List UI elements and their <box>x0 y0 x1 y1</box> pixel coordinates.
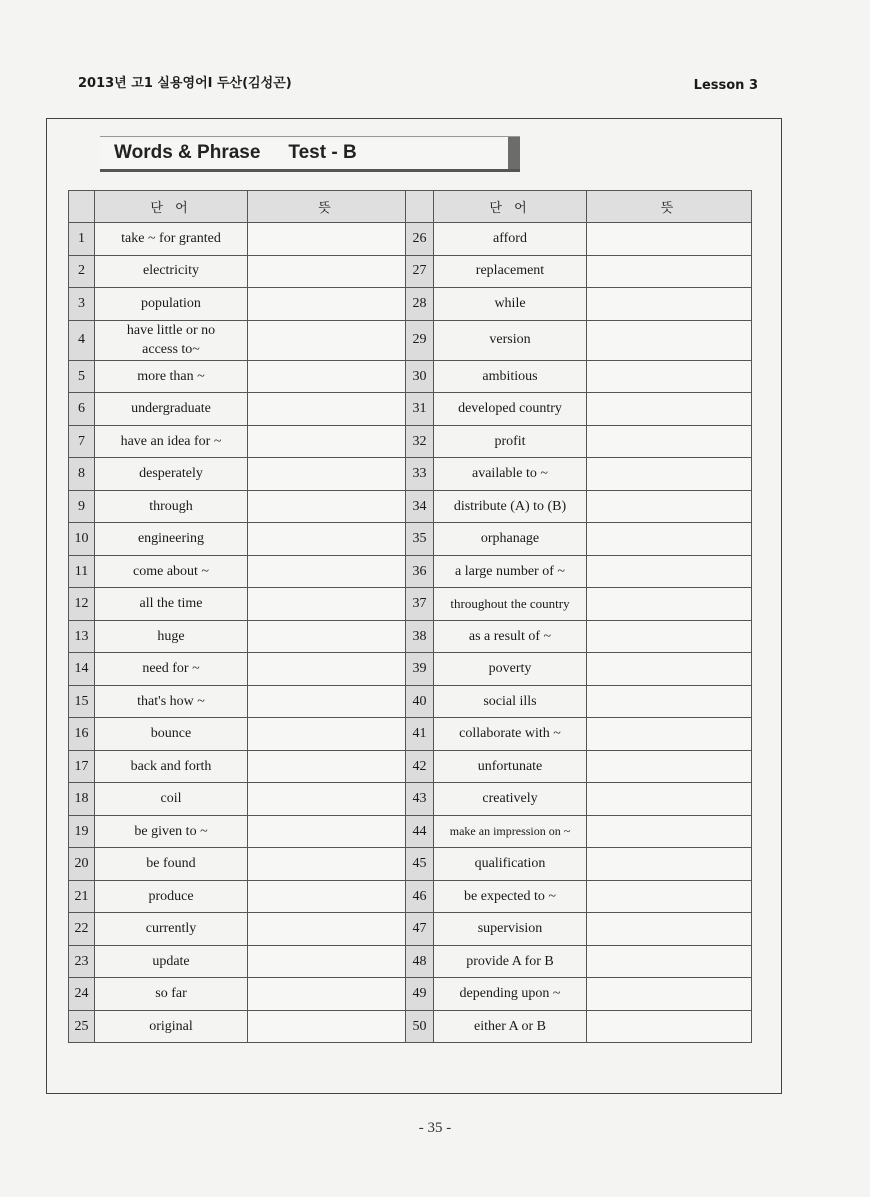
right-vocab-word: profit <box>434 425 587 458</box>
left-vocab-word: produce <box>95 880 248 913</box>
meaning-header-left: 뜻 <box>248 191 406 223</box>
test-title-left: Words & Phrase <box>114 142 261 163</box>
table-row <box>69 653 752 686</box>
table-row <box>69 1010 752 1043</box>
right-meaning-blank[interactable] <box>587 288 752 321</box>
table-row <box>69 288 752 321</box>
right-meaning-blank[interactable] <box>587 750 752 783</box>
right-item-number: 42 <box>406 750 434 783</box>
table-row <box>69 393 752 426</box>
left-meaning-blank[interactable] <box>248 783 406 816</box>
left-meaning-blank[interactable] <box>248 848 406 881</box>
right-meaning-blank[interactable] <box>587 718 752 751</box>
left-meaning-blank[interactable] <box>248 555 406 588</box>
left-item-number: 24 <box>69 978 95 1011</box>
table-row <box>69 320 752 360</box>
table-row <box>69 718 752 751</box>
left-vocab-word: desperately <box>95 458 248 491</box>
right-vocab-word: provide A for B <box>434 945 587 978</box>
right-item-number: 32 <box>406 425 434 458</box>
right-item-number: 43 <box>406 783 434 816</box>
right-meaning-blank[interactable] <box>587 555 752 588</box>
right-vocab-word: afford <box>434 223 587 256</box>
left-vocab-word: that's how ~ <box>95 685 248 718</box>
right-item-number: 31 <box>406 393 434 426</box>
course-title: 2013년 고1 실용영어I 두산(김성곤) <box>78 76 292 91</box>
left-item-number: 13 <box>69 620 95 653</box>
table-body <box>69 223 752 1043</box>
table-row <box>69 255 752 288</box>
left-meaning-blank[interactable] <box>248 750 406 783</box>
right-vocab-word: either A or B <box>434 1010 587 1043</box>
right-vocab-word: as a result of ~ <box>434 620 587 653</box>
right-vocab-word: a large number of ~ <box>434 555 587 588</box>
left-vocab-word: back and forth <box>95 750 248 783</box>
left-item-number: 4 <box>69 320 95 360</box>
right-item-number: 36 <box>406 555 434 588</box>
left-meaning-blank[interactable] <box>248 815 406 848</box>
left-meaning-blank[interactable] <box>248 223 406 256</box>
table-row <box>69 620 752 653</box>
right-item-number: 48 <box>406 945 434 978</box>
right-item-number: 30 <box>406 360 434 393</box>
right-item-number: 38 <box>406 620 434 653</box>
right-meaning-blank[interactable] <box>587 978 752 1011</box>
left-item-number: 1 <box>69 223 95 256</box>
right-item-number: 40 <box>406 685 434 718</box>
table-row <box>69 815 752 848</box>
left-item-number: 5 <box>69 360 95 393</box>
right-item-number: 41 <box>406 718 434 751</box>
num-header-left <box>69 191 95 223</box>
right-vocab-word: poverty <box>434 653 587 686</box>
right-vocab-word: version <box>434 320 587 360</box>
left-meaning-blank[interactable] <box>248 978 406 1011</box>
right-meaning-blank[interactable] <box>587 320 752 360</box>
left-vocab-word: more than ~ <box>95 360 248 393</box>
test-title <box>114 142 357 164</box>
left-meaning-blank[interactable] <box>248 458 406 491</box>
left-vocab-word: need for ~ <box>95 653 248 686</box>
right-item-number: 37 <box>406 588 434 621</box>
right-meaning-blank[interactable] <box>587 913 752 946</box>
right-meaning-blank[interactable] <box>587 653 752 686</box>
left-item-number: 20 <box>69 848 95 881</box>
left-item-number: 2 <box>69 255 95 288</box>
right-item-number: 26 <box>406 223 434 256</box>
left-meaning-blank[interactable] <box>248 523 406 556</box>
right-vocab-word: collaborate with ~ <box>434 718 587 751</box>
left-item-number: 11 <box>69 555 95 588</box>
right-vocab-word: available to ~ <box>434 458 587 491</box>
left-item-number: 8 <box>69 458 95 491</box>
left-vocab-word: have an idea for ~ <box>95 425 248 458</box>
left-item-number: 7 <box>69 425 95 458</box>
lesson-label: Lesson 3 <box>693 78 758 93</box>
left-vocab-word: original <box>95 1010 248 1043</box>
right-vocab-word: developed country <box>434 393 587 426</box>
right-vocab-word: depending upon ~ <box>434 978 587 1011</box>
right-vocab-word: distribute (A) to (B) <box>434 490 587 523</box>
left-vocab-word: population <box>95 288 248 321</box>
left-meaning-blank[interactable] <box>248 653 406 686</box>
left-vocab-word: through <box>95 490 248 523</box>
left-item-number: 16 <box>69 718 95 751</box>
left-item-number: 23 <box>69 945 95 978</box>
left-meaning-blank[interactable] <box>248 913 406 946</box>
right-meaning-blank[interactable] <box>587 1010 752 1043</box>
left-meaning-blank[interactable] <box>248 425 406 458</box>
right-meaning-blank[interactable] <box>587 360 752 393</box>
right-meaning-blank[interactable] <box>587 458 752 491</box>
table-row <box>69 848 752 881</box>
left-vocab-word: engineering <box>95 523 248 556</box>
right-item-number: 45 <box>406 848 434 881</box>
right-item-number: 44 <box>406 815 434 848</box>
right-vocab-word: make an impression on ~ <box>434 815 587 848</box>
left-meaning-blank[interactable] <box>248 490 406 523</box>
left-vocab-word: be found <box>95 848 248 881</box>
left-item-number: 17 <box>69 750 95 783</box>
left-item-number: 3 <box>69 288 95 321</box>
right-meaning-blank[interactable] <box>587 848 752 881</box>
right-meaning-blank[interactable] <box>587 815 752 848</box>
table-row <box>69 425 752 458</box>
right-item-number: 47 <box>406 913 434 946</box>
right-vocab-word: throughout the country <box>434 588 587 621</box>
right-item-number: 46 <box>406 880 434 913</box>
left-vocab-word: bounce <box>95 718 248 751</box>
right-meaning-blank[interactable] <box>587 255 752 288</box>
left-vocab-word: currently <box>95 913 248 946</box>
right-item-number: 50 <box>406 1010 434 1043</box>
table-row <box>69 555 752 588</box>
right-item-number: 27 <box>406 255 434 288</box>
right-item-number: 33 <box>406 458 434 491</box>
right-meaning-blank[interactable] <box>587 945 752 978</box>
left-vocab-word: take ~ for granted <box>95 223 248 256</box>
right-meaning-blank[interactable] <box>587 393 752 426</box>
left-vocab-word: have little or no access to~ <box>95 320 248 360</box>
left-meaning-blank[interactable] <box>248 620 406 653</box>
title-accent-bar <box>508 137 520 169</box>
right-item-number: 35 <box>406 523 434 556</box>
right-item-number: 39 <box>406 653 434 686</box>
left-vocab-word: undergraduate <box>95 393 248 426</box>
table-row <box>69 458 752 491</box>
left-vocab-word: electricity <box>95 255 248 288</box>
left-meaning-blank[interactable] <box>248 288 406 321</box>
right-vocab-word: creatively <box>434 783 587 816</box>
word-header-left: 단 어 <box>95 191 248 223</box>
left-item-number: 12 <box>69 588 95 621</box>
right-meaning-blank[interactable] <box>587 685 752 718</box>
right-item-number: 49 <box>406 978 434 1011</box>
left-meaning-blank[interactable] <box>248 880 406 913</box>
left-item-number: 21 <box>69 880 95 913</box>
left-meaning-blank[interactable] <box>248 718 406 751</box>
test-title-box <box>100 136 520 172</box>
right-meaning-blank[interactable] <box>587 223 752 256</box>
right-vocab-word: qualification <box>434 848 587 881</box>
left-meaning-blank[interactable] <box>248 255 406 288</box>
test-title-right: Test - B <box>288 142 357 163</box>
left-vocab-word: huge <box>95 620 248 653</box>
left-vocab-word: all the time <box>95 588 248 621</box>
table-row <box>69 750 752 783</box>
page-number: - 35 - <box>418 1120 452 1136</box>
left-vocab-word: update <box>95 945 248 978</box>
num-header-right <box>406 191 434 223</box>
left-vocab-word: be given to ~ <box>95 815 248 848</box>
table-row <box>69 945 752 978</box>
left-item-number: 19 <box>69 815 95 848</box>
table-row <box>69 978 752 1011</box>
left-item-number: 25 <box>69 1010 95 1043</box>
left-meaning-blank[interactable] <box>248 1010 406 1043</box>
right-item-number: 29 <box>406 320 434 360</box>
right-vocab-word: while <box>434 288 587 321</box>
right-vocab-word: orphanage <box>434 523 587 556</box>
table-row <box>69 360 752 393</box>
left-meaning-blank[interactable] <box>248 360 406 393</box>
right-vocab-word: replacement <box>434 255 587 288</box>
right-meaning-blank[interactable] <box>587 880 752 913</box>
table-row <box>69 685 752 718</box>
right-vocab-word: ambitious <box>434 360 587 393</box>
left-item-number: 18 <box>69 783 95 816</box>
left-item-number: 22 <box>69 913 95 946</box>
left-item-number: 15 <box>69 685 95 718</box>
right-meaning-blank[interactable] <box>587 523 752 556</box>
right-item-number: 34 <box>406 490 434 523</box>
table-header-row <box>69 191 752 223</box>
right-meaning-blank[interactable] <box>587 783 752 816</box>
table-row <box>69 913 752 946</box>
left-vocab-word: come about ~ <box>95 555 248 588</box>
right-meaning-blank[interactable] <box>587 425 752 458</box>
left-vocab-word: so far <box>95 978 248 1011</box>
left-vocab-word: coil <box>95 783 248 816</box>
table-row <box>69 783 752 816</box>
left-meaning-blank[interactable] <box>248 945 406 978</box>
table-row <box>69 880 752 913</box>
left-meaning-blank[interactable] <box>248 685 406 718</box>
left-item-number: 9 <box>69 490 95 523</box>
right-vocab-word: be expected to ~ <box>434 880 587 913</box>
right-vocab-word: unfortunate <box>434 750 587 783</box>
word-header-right: 단 어 <box>434 191 587 223</box>
right-vocab-word: supervision <box>434 913 587 946</box>
table-row <box>69 490 752 523</box>
right-item-number: 28 <box>406 288 434 321</box>
left-meaning-blank[interactable] <box>248 588 406 621</box>
left-meaning-blank[interactable] <box>248 320 406 360</box>
meaning-header-right: 뜻 <box>587 191 752 223</box>
left-item-number: 14 <box>69 653 95 686</box>
left-item-number: 10 <box>69 523 95 556</box>
right-vocab-word: social ills <box>434 685 587 718</box>
table-row <box>69 223 752 256</box>
left-item-number: 6 <box>69 393 95 426</box>
right-meaning-blank[interactable] <box>587 620 752 653</box>
right-meaning-blank[interactable] <box>587 588 752 621</box>
table-row <box>69 588 752 621</box>
right-meaning-blank[interactable] <box>587 490 752 523</box>
table-row <box>69 523 752 556</box>
left-meaning-blank[interactable] <box>248 393 406 426</box>
vocabulary-table <box>68 190 752 1043</box>
